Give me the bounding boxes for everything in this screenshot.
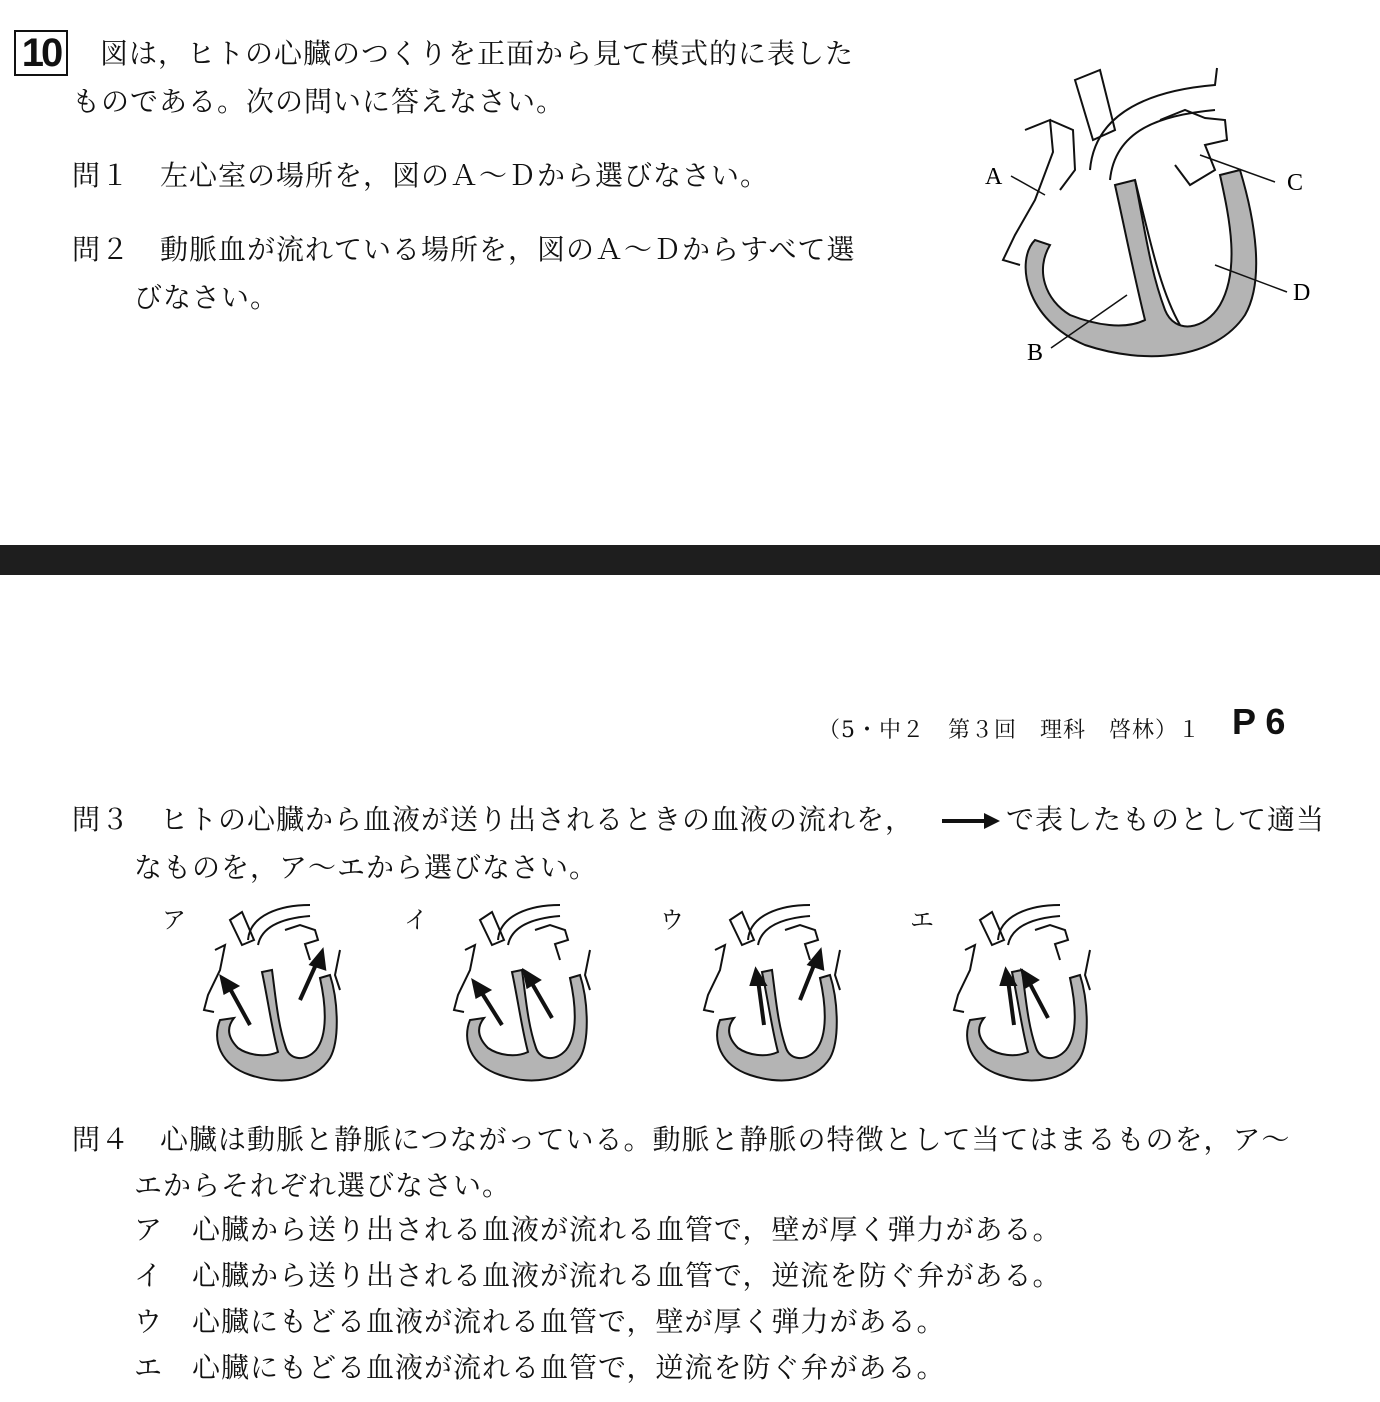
page-divider [0,545,1380,575]
aorta-outer [1090,68,1217,170]
heart-option-a [190,900,360,1090]
q4-choice-i-text: 心臓から送り出される血液が流れる血管で，逆流を防ぐ弁がある。 [192,1259,1062,1292]
option-e-label: エ [910,906,935,934]
option-a-label: ア [162,906,187,934]
q2-text-line-1: 動脈血が流れている場所を，図のＡ～Ｄからすべて選 [160,233,856,266]
q4-choice-a-text: 心臓から送り出される血液が流れる血管で，壁が厚く弾力がある。 [192,1213,1062,1246]
page-header-info: （5・中２ 第３回 理科 啓林）１ [818,718,1201,743]
heart-option-u [690,900,860,1090]
option-u-label: ウ [660,906,685,934]
question-number-box: 10 [14,30,68,76]
q3-label: 問３ [72,803,131,836]
q4-choice-a-mark: ア [134,1213,164,1246]
heart-diagram [975,60,1335,390]
label-d: D [1293,280,1311,306]
pulmonary-vessel-2 [1160,110,1227,185]
q4-choice-u-mark: ウ [134,1305,164,1338]
page-number: P 6 [1232,701,1286,742]
flow-arrow-icon [940,810,1002,832]
aorta-inner [1110,110,1215,180]
label-b: B [1027,340,1044,366]
q2-label: 問２ [72,233,131,266]
q2-text-line-2: びなさい。 [134,281,280,314]
heart-shaded-wall [1026,170,1257,356]
vena-cava-wall-inner [1050,120,1075,190]
q4-choice-u-text: 心臓にもどる血液が流れる血管で，壁が厚く弾力がある。 [192,1305,946,1338]
q1-label: 問１ [72,159,131,192]
label-a: A [985,164,1003,190]
heart-option-i [440,900,610,1090]
intro-line-2: ものである。次の問いに答えなさい。 [72,85,566,118]
q4-label: 問４ [72,1123,131,1156]
option-i-label: イ [404,906,429,934]
q4-text-line-1: 心臓は動脈と静脈につながっている。動脈と静脈の特徴として当てはまるものを，ア～ [160,1123,1291,1156]
label-c: C [1287,170,1304,196]
q3-text-before-arrow: ヒトの心臓から血液が送り出されるときの血液の流れを， [160,803,915,836]
q1-text: 左心室の場所を，図のＡ～Ｄから選びなさい。 [160,159,770,192]
q4-text-line-2: エからそれぞれ選びなさい。 [134,1169,512,1202]
intro-line-1: 図は，ヒトの心臓のつくりを正面から見て模式的に表した [100,37,855,70]
q3-text-line-2: なものを，ア～エから選びなさい。 [134,851,599,884]
pulmonary-vessel [1075,70,1115,140]
q4-choice-i-mark: イ [134,1259,164,1292]
q4-choice-e-mark: エ [134,1351,164,1384]
heart-option-e [940,900,1110,1090]
q4-choice-e-text: 心臓にもどる血液が流れる血管で，逆流を防ぐ弁がある。 [192,1351,946,1384]
q3-text-after-arrow: で表したものとして適当 [1006,803,1326,836]
